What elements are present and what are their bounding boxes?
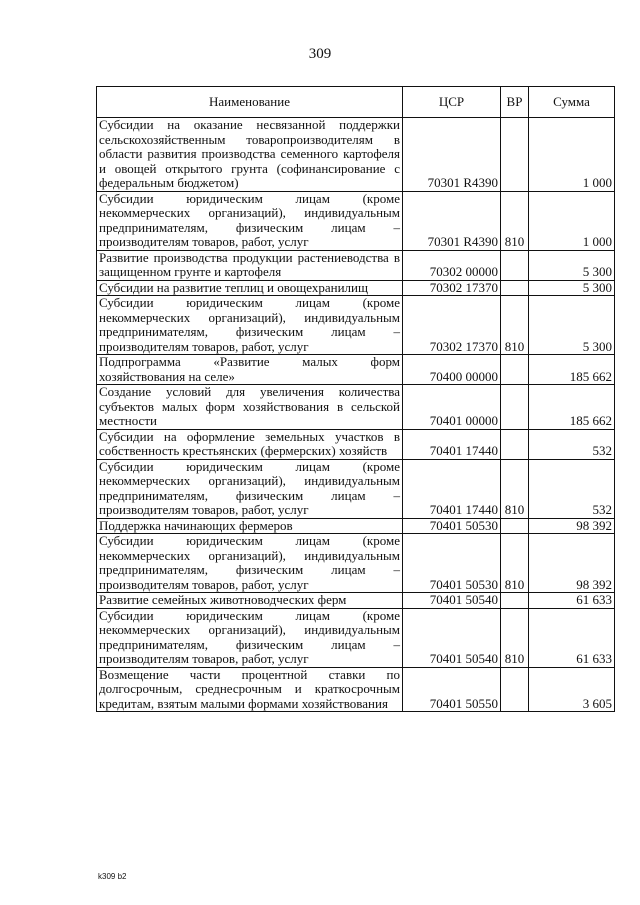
cell-csr: 70401 17440 [403,429,501,459]
table-header-row [97,87,615,118]
cell-sum: 3 605 [529,667,615,712]
table-row [97,459,615,518]
cell-sum: 5 300 [529,280,615,296]
cell-name: Создание условий для увеличения количества субъектов малых форм хозяйствования в сельской местности [97,385,403,430]
cell-name: Поддержка начинающих фермеров [97,518,403,534]
cell-sum: 532 [529,429,615,459]
cell-name: Субсидии на развитие теплиц и овощехранилищ [97,280,403,296]
cell-name: Субсидии на оказание несвязанной поддержки сельскохозяйственным товаропроизводителям в области развития производства семенного картофеля и овощей открытого грунта (софинансирование с федеральным бюджетом) [97,118,403,192]
cell-sum: 61 633 [529,593,615,609]
cell-vr: 810 [501,191,529,250]
header-vr: ВР [501,87,529,118]
table-row [97,280,615,296]
cell-vr [501,280,529,296]
table-row [97,608,615,667]
table-row [97,667,615,712]
table-row [97,593,615,609]
cell-name: Развитие семейных животноводческих ферм [97,593,403,609]
budget-table [96,86,615,712]
cell-vr [501,355,529,385]
cell-csr: 70302 17370 [403,280,501,296]
table-row [97,534,615,593]
cell-vr: 810 [501,608,529,667]
cell-name: Субсидии юридическим лицам (кроме некоммерческих организаций), индивидуальным предпринимателям, физическим лицам – производителям товаров, работ, услуг [97,534,403,593]
cell-sum: 98 392 [529,534,615,593]
header-csr: ЦСР [403,87,501,118]
cell-csr: 70401 50530 [403,518,501,534]
cell-csr: 70401 50550 [403,667,501,712]
cell-name: Подпрограмма «Развитие малых форм хозяйствования на селе» [97,355,403,385]
cell-vr [501,593,529,609]
page-number: 309 [308,46,332,62]
cell-name: Субсидии юридическим лицам (кроме некоммерческих организаций), индивидуальным предпринимателям, физическим лицам – производителям товаров, работ, услуг [97,608,403,667]
cell-csr: 70400 00000 [403,355,501,385]
cell-name: Субсидии юридическим лицам (кроме некоммерческих организаций), индивидуальным предпринимателям, физическим лицам – производителям товаров, работ, услуг [97,191,403,250]
cell-csr: 70301 R4390 [403,118,501,192]
cell-vr [501,518,529,534]
cell-sum: 5 300 [529,296,615,355]
table-row [97,191,615,250]
header-sum: Сумма [529,87,615,118]
cell-name: Возмещение части процентной ставки по долгосрочным, среднесрочным и краткосрочным кредитам, взятым малыми формами хозяйствования [97,667,403,712]
cell-sum: 532 [529,459,615,518]
cell-vr [501,429,529,459]
cell-name: Субсидии на оформление земельных участков в собственность крестьянских (фермерских) хозяйств [97,429,403,459]
table-row [97,296,615,355]
table-row [97,429,615,459]
cell-sum: 1 000 [529,191,615,250]
cell-vr [501,385,529,430]
footer-code: k309 b2 [98,872,127,881]
table-row [97,518,615,534]
cell-sum: 98 392 [529,518,615,534]
table-row [97,355,615,385]
cell-csr: 70302 17370 [403,296,501,355]
cell-sum: 61 633 [529,608,615,667]
cell-csr: 70301 R4390 [403,191,501,250]
cell-vr: 810 [501,459,529,518]
cell-name: Субсидии юридическим лицам (кроме некоммерческих организаций), индивидуальным предпринимателям, физическим лицам – производителям товаров, работ, услуг [97,459,403,518]
table-body [97,118,615,712]
cell-name: Развитие производства продукции растениеводства в защищенном грунте и картофеля [97,250,403,280]
cell-vr [501,250,529,280]
cell-sum: 1 000 [529,118,615,192]
table-row [97,385,615,430]
cell-sum: 185 662 [529,385,615,430]
cell-csr: 70401 00000 [403,385,501,430]
cell-sum: 5 300 [529,250,615,280]
cell-vr: 810 [501,296,529,355]
cell-sum: 185 662 [529,355,615,385]
cell-csr: 70401 50540 [403,608,501,667]
cell-vr [501,118,529,192]
cell-csr: 70401 50530 [403,534,501,593]
table-row [97,250,615,280]
cell-csr: 70401 50540 [403,593,501,609]
header-name: Наименование [97,87,403,118]
table-row [97,118,615,192]
cell-vr: 810 [501,534,529,593]
cell-csr: 70302 00000 [403,250,501,280]
cell-name: Субсидии юридическим лицам (кроме некоммерческих организаций), индивидуальным предпринимателям, физическим лицам – производителям товаров, работ, услуг [97,296,403,355]
cell-vr [501,667,529,712]
cell-csr: 70401 17440 [403,459,501,518]
